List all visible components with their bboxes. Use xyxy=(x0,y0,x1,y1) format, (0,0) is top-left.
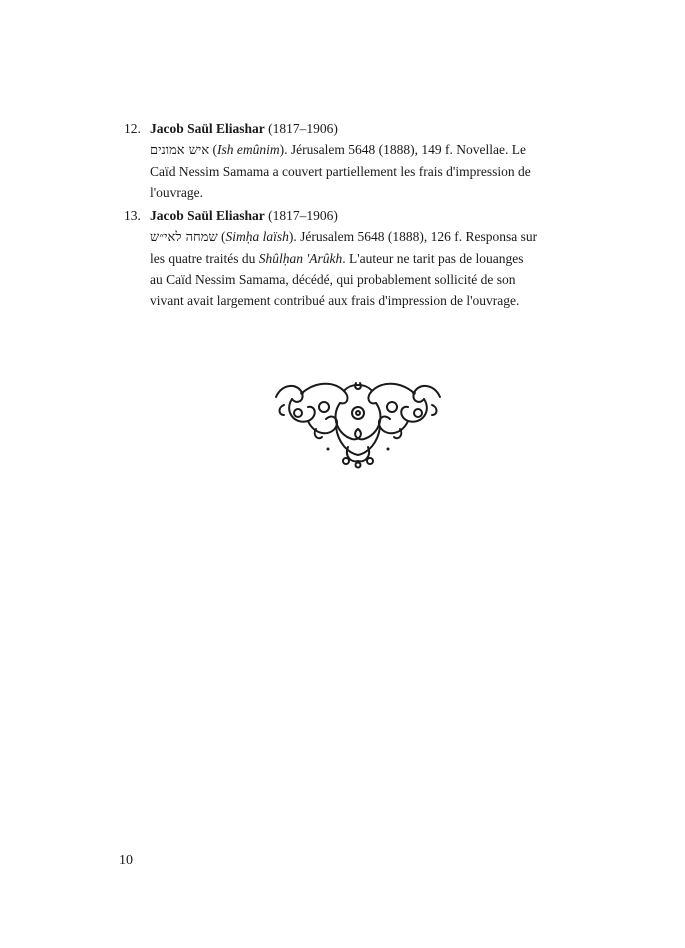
entry-body: Jacob Saül Eliashar (1817–1906) שמחה לאי״ש (Simḥa laïsh). Jérusalem 5648 (1888), 126 f. Responsa sur les quatre traités du Shûlḥan 'Arûkh. L'auteur ne tarit pas de louanges au Caïd Nessim Samama, décédé, qui probablement sollicité de son vivant avait largement contribué aux frais d'impression de l'ouvrage. xyxy=(150,205,595,311)
entry-dates: (1817–1906) xyxy=(264,208,338,223)
entry-text-fragment: . L'auteur ne tarit pas de louanges xyxy=(342,251,524,266)
entry-number: 12. xyxy=(124,121,141,136)
entry-number: 13. xyxy=(124,208,141,223)
entry-author: Jacob Saül Eliashar xyxy=(150,208,265,223)
floral-scroll-ornament-icon xyxy=(268,377,448,469)
transliterated-title: Simḥa laïsh xyxy=(225,229,289,244)
entry-text-line: l'ouvrage. xyxy=(150,185,204,200)
entry-author: Jacob Saül Eliashar xyxy=(150,121,265,136)
entry-text-line: Caïd Nessim Samama a couvert partiellement les frais d'impression de xyxy=(150,164,531,179)
hebrew-title: שמחה לאי״ש xyxy=(150,230,218,245)
entry-body: Jacob Saül Eliashar (1817–1906) איש אמונים (Ish emûnim). Jérusalem 5648 (1888), 149 f. Novellae. Le Caïd Nessim Samama a couvert partiellement les frais d'impression de l'ouvrage. xyxy=(150,118,595,203)
hebrew-title: איש אמונים xyxy=(150,143,210,158)
page-number: 10 xyxy=(119,853,133,868)
entry-details: . Jérusalem 5648 (1888), 126 f. Responsa sur xyxy=(293,229,538,244)
entry-dates: (1817–1906) xyxy=(264,121,338,136)
entry-text-line: vivant avait largement contribué aux frais d'impression de l'ouvrage. xyxy=(150,293,520,308)
entry-text-fragment: les quatre traités du xyxy=(150,251,259,266)
entry-details: . Jérusalem 5648 (1888), 149 f. Novellae. Le xyxy=(284,142,526,157)
entry-text-line: au Caïd Nessim Samama, décédé, qui probablement sollicité de son xyxy=(150,272,516,287)
cited-work-title: Shûlḥan 'Arûkh xyxy=(258,251,343,266)
transliterated-title: Ish emûnim xyxy=(217,142,280,157)
